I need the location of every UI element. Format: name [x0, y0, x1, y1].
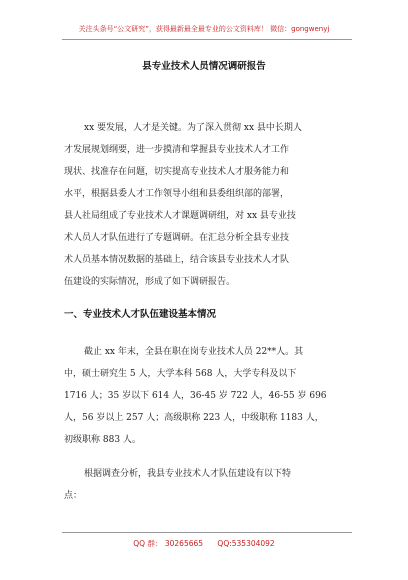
qq-contact: QQ:535304092: [217, 539, 275, 548]
text-line: 伍建设的实际情况，形成了如下调研报告。: [64, 277, 236, 287]
text-line: 初级职称 883 人。: [64, 435, 141, 445]
text-line: xx 要发展，人才是关键。为了深入贯彻 xx 县中长期人: [84, 123, 302, 133]
text-line: 水平，根据县委人才工作领导小组和县委组织部的部署，: [64, 189, 290, 199]
section-heading: 一、专业技术人才队伍建设基本情况: [64, 309, 217, 320]
header-banner: 关注头条号“公文研究”，获得最新最全最专业的公文资料库！ 微信：gongwenyj: [78, 25, 330, 33]
footer-divider: [62, 532, 352, 533]
text-line: 术人员人才队伍进行了专题调研。在汇总分析全县专业技: [64, 233, 290, 243]
document-title: 县专业技术人员情况调研报告: [142, 61, 266, 72]
text-line: 术人员基本情况数据的基础上，结合该县专业技术人才队: [64, 255, 290, 265]
text-line: 根据调查分析，我县专业技术人才队伍建设有以下特: [84, 469, 292, 479]
header-divider: [62, 39, 352, 40]
text-line: 1716 人；35 岁以下 614 人，36-45 岁 722 人，46-55 岁 696: [64, 391, 327, 401]
footer: [0, 538, 408, 549]
qq-group-contact: QQ 群： 30265665: [133, 539, 204, 548]
text-line: 现状、找准存在问题，切实提高专业技术人才服务能力和: [64, 167, 290, 177]
text-line: 点：: [64, 491, 83, 501]
text-line: 人，56 岁以上 257 人；高级职称 223 人，中级职称 1183 人，: [64, 413, 324, 423]
text-line: 才发展规划纲要，进一步摸清和掌握县专业技术人才工作: [64, 145, 290, 155]
text-line: 县人社局组成了专业技术人才课题调研组，对 xx 县专业技: [64, 211, 296, 221]
text-line: 截止 xx 年末，全县在职在岗专业技术人员 22**人。其: [84, 347, 304, 357]
text-line: 中，硕士研究生 5 人，大学本科 568 人，大学专科及以下: [64, 369, 297, 379]
